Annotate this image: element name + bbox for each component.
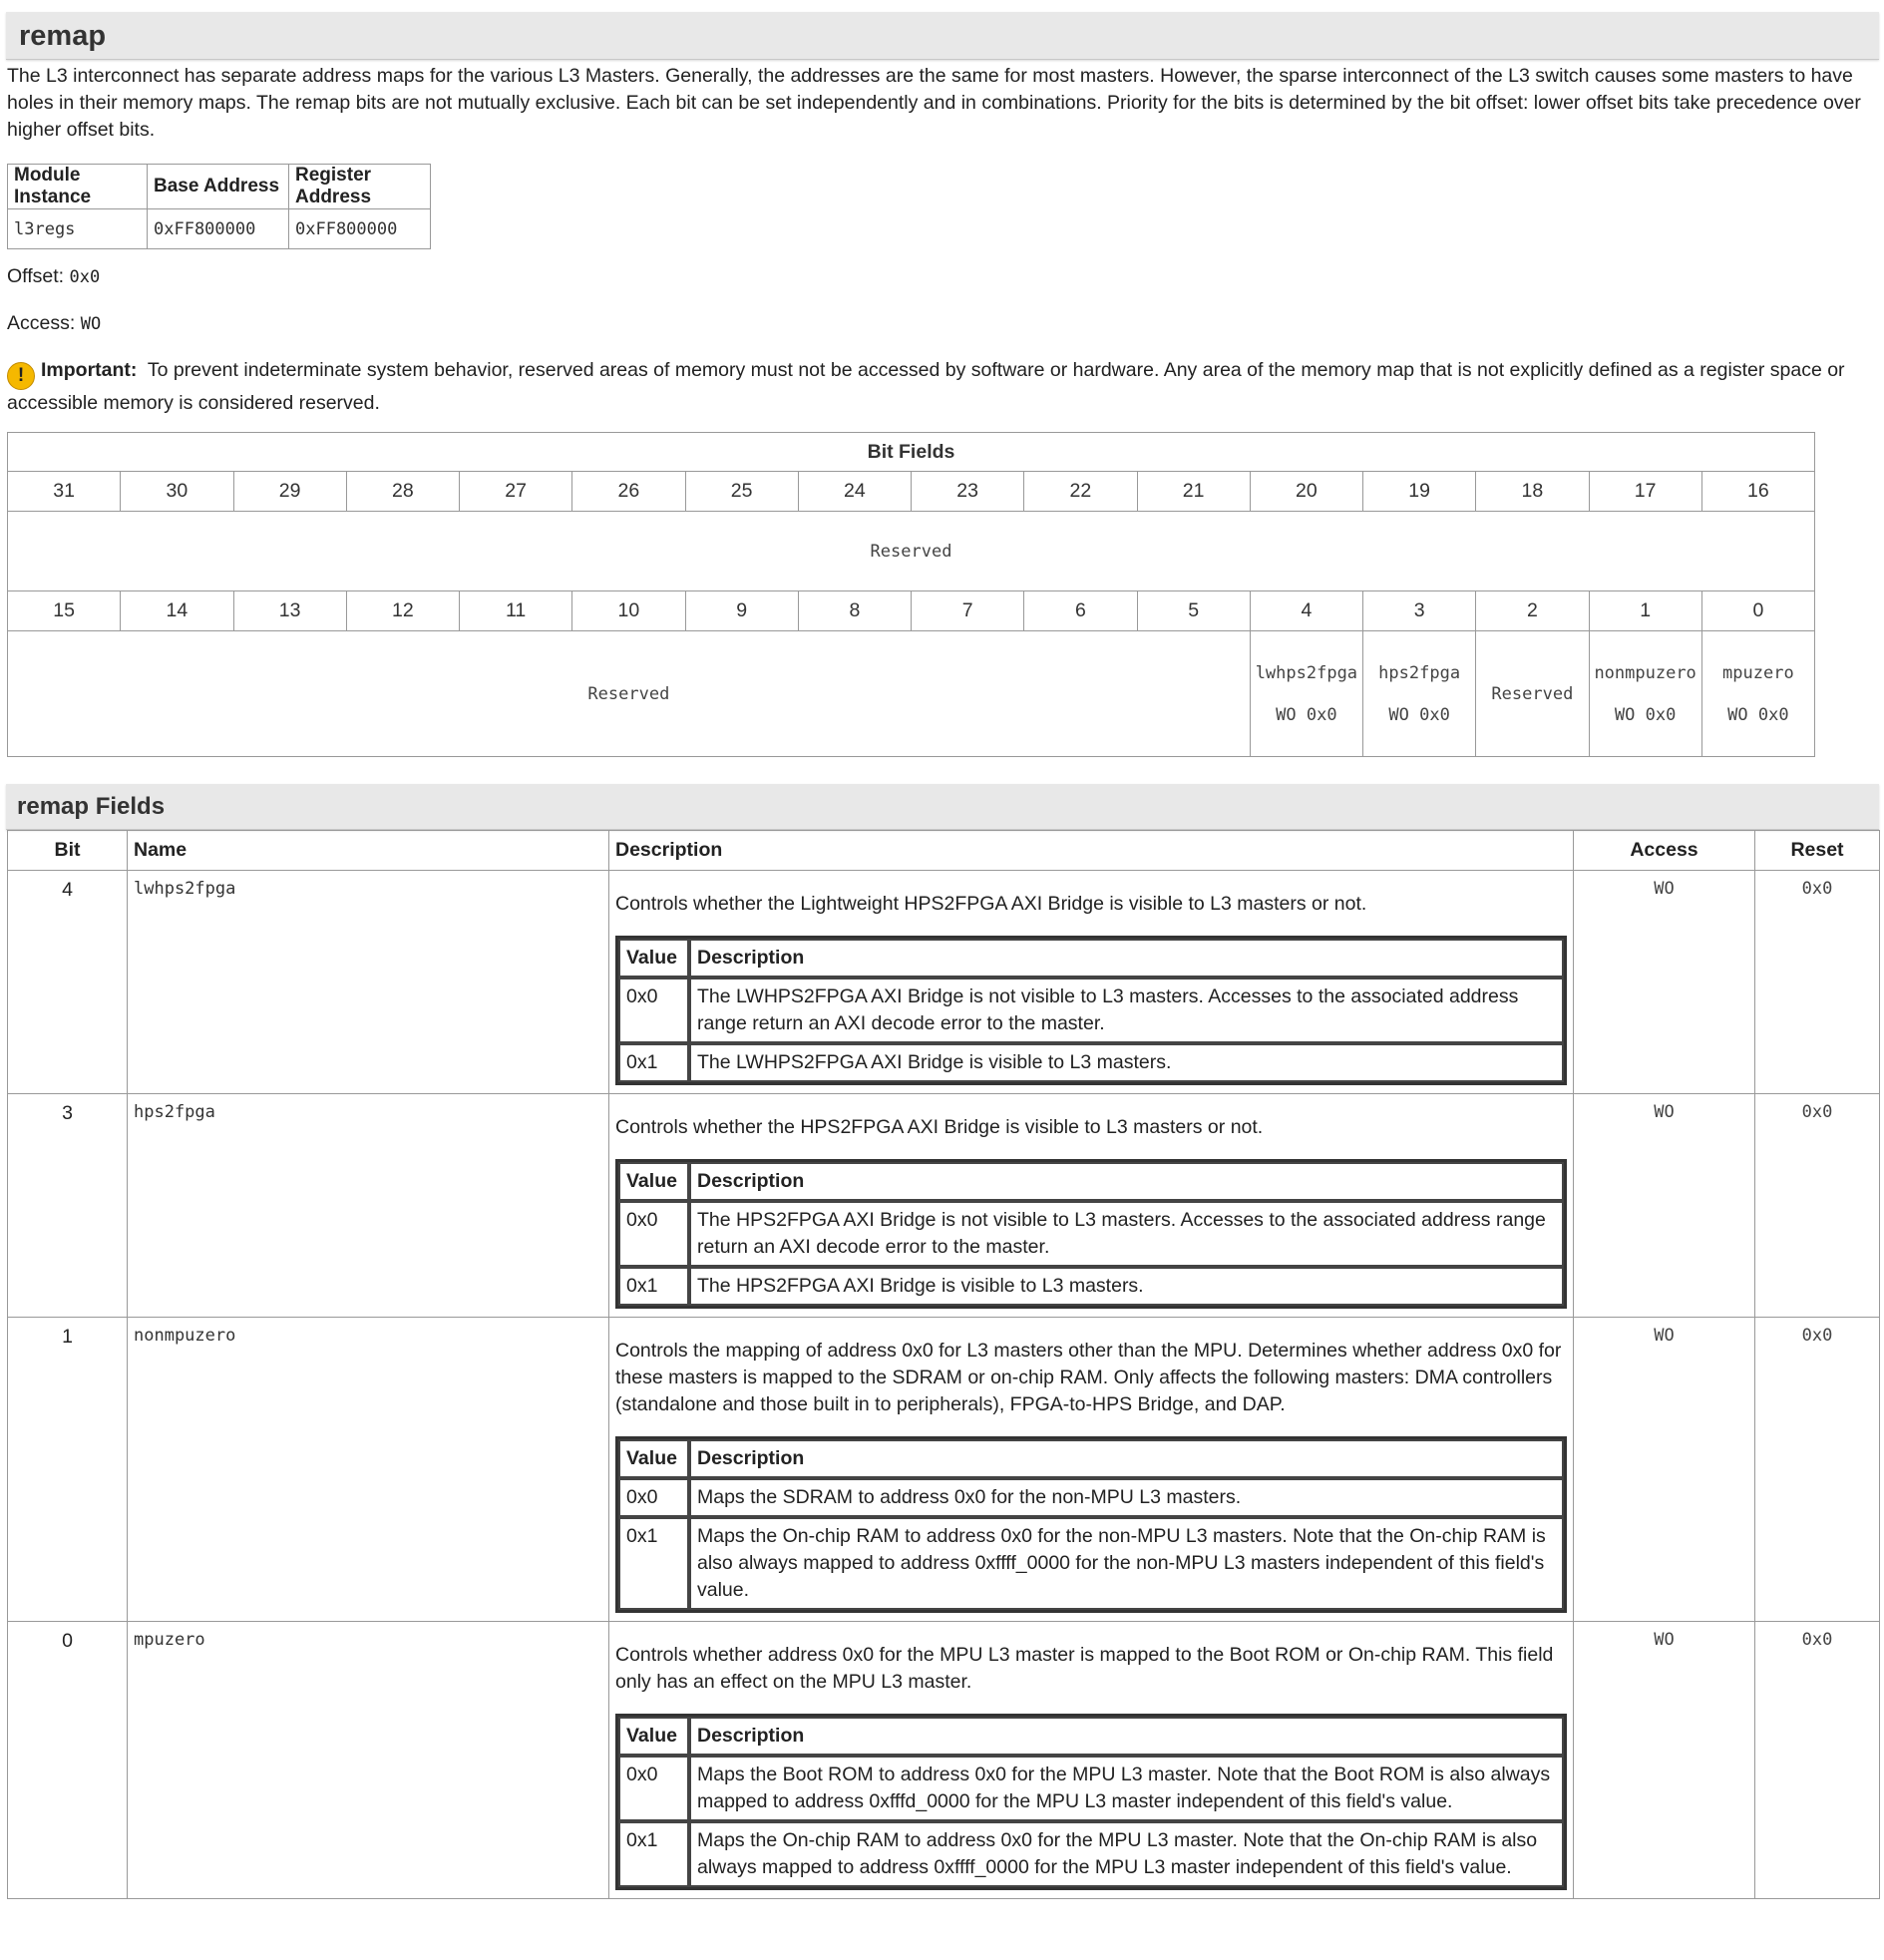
reserved-field-lower: Reserved: [8, 631, 1251, 757]
bit-number: 28: [346, 472, 459, 512]
access-label: Access:: [7, 312, 76, 334]
register-address-cell: 0xFF800000: [289, 209, 431, 249]
value-description: The HPS2FPGA AXI Bridge is visible to L3 masters.: [689, 1267, 1564, 1306]
bit-number: 31: [8, 472, 121, 512]
table-row: [8, 1318, 1880, 1622]
field-access-reset: WO 0x0: [1276, 704, 1337, 725]
value-table-header: [618, 1717, 1564, 1756]
base-address-cell: 0xFF800000: [148, 209, 289, 249]
bit-number: 11: [460, 591, 572, 631]
bit-number: 30: [121, 472, 233, 512]
bit-number: 29: [233, 472, 346, 512]
bit-fields-table: [7, 432, 1815, 757]
upper-bit-numbers-row: [8, 472, 1815, 512]
important-label: Important:: [41, 359, 138, 381]
bit-number: 10: [572, 591, 685, 631]
description-column-header: Description: [689, 1439, 1564, 1478]
field-access: WO: [1574, 1622, 1755, 1899]
field-access: WO: [1574, 871, 1755, 1094]
bit-number: 3: [1363, 591, 1476, 631]
value-table: [615, 1714, 1567, 1890]
table-row: [8, 871, 1880, 1094]
field-description: Controls the mapping of address 0x0 for L3 masters other than the MPU. Determines whether address 0x0 for these masters is mapped to the SDRAM or on-chip RAM. Only affects the following masters: DMA controllers (standalone and those built in to peripherals), FPGA-to-HPS Bridge, and DAP.: [615, 1340, 1562, 1415]
value-column-header: Value: [618, 939, 689, 978]
field-description-cell: [609, 1094, 1574, 1318]
module-instance-cell: l3regs: [8, 209, 148, 249]
field-name: nonmpuzero: [1594, 662, 1696, 683]
value-cell: 0x0: [618, 1201, 689, 1267]
bit-fields-title: Bit Fields: [8, 433, 1815, 472]
value-cell: 0x1: [618, 1267, 689, 1306]
bit-number: 23: [912, 472, 1024, 512]
column-header-description: Description: [609, 831, 1574, 871]
description-column-header: Description: [689, 939, 1564, 978]
field-description-cell: [609, 871, 1574, 1094]
field-reset: 0x0: [1755, 871, 1880, 1094]
value-description: Maps the On-chip RAM to address 0x0 for the non-MPU L3 masters. Note that the On-chip RAM is also always mapped to address 0xffff_0000 for the non-MPU L3 masters independent of this field's value.: [689, 1517, 1564, 1610]
bit-number: 19: [1363, 472, 1476, 512]
bit-number: 2: [1476, 591, 1589, 631]
column-header: Base Address: [148, 165, 289, 209]
table-row: [8, 1622, 1880, 1899]
value-cell: 0x0: [618, 1478, 689, 1517]
bit-number: 12: [346, 591, 459, 631]
access-line: [7, 312, 101, 335]
value-table: [615, 936, 1567, 1085]
value-table: [615, 1159, 1567, 1309]
module-instance-table: [7, 164, 431, 249]
field-description: Controls whether the Lightweight HPS2FPGA AXI Bridge is visible to L3 masters or not.: [615, 893, 1367, 915]
field-reset: 0x0: [1755, 1318, 1880, 1622]
field-cell-lwhps2fpga: [1250, 631, 1362, 757]
column-header-access: Access: [1574, 831, 1755, 871]
field-name: hps2fpga: [128, 1094, 609, 1318]
bit-number: 0: [1701, 591, 1814, 631]
field-cell-mpuzero: [1701, 631, 1814, 757]
fields-table: [7, 830, 1880, 1899]
value-description: The LWHPS2FPGA AXI Bridge is not visible to L3 masters. Accesses to the associated address range return an AXI decode error to the master.: [689, 978, 1564, 1043]
bit-number: 26: [572, 472, 685, 512]
bit-number: 13: [233, 591, 346, 631]
offset-label: Offset:: [7, 265, 65, 287]
field-reset: 0x0: [1755, 1622, 1880, 1899]
important-note: [7, 357, 1877, 417]
field-bit: 4: [8, 871, 128, 1094]
value-description: Maps the On-chip RAM to address 0x0 for the MPU L3 master. Note that the On-chip RAM is also always mapped to address 0xffff_0000 for the MPU L3 master independent of this field's value.: [689, 1821, 1564, 1887]
value-description: Maps the Boot ROM to address 0x0 for the MPU L3 master. Note that the Boot ROM is also always mapped to address 0xfffd_0000 for the MPU L3 master independent of this field's value.: [689, 1756, 1564, 1821]
value-row: [618, 1267, 1564, 1306]
bit-number: 22: [1024, 472, 1137, 512]
field-name: hps2fpga: [1378, 662, 1461, 683]
bit-number: 1: [1589, 591, 1701, 631]
table-header-row: [8, 831, 1880, 871]
field-description: Controls whether address 0x0 for the MPU L3 master is mapped to the Boot ROM or On-chip RAM. This field only has an effect on the MPU L3 master.: [615, 1644, 1554, 1693]
value-row: [618, 1201, 1564, 1267]
value-description: The LWHPS2FPGA AXI Bridge is visible to L3 masters.: [689, 1043, 1564, 1082]
bit-number: 15: [8, 591, 121, 631]
value-cell: 0x0: [618, 1756, 689, 1821]
value-row: [618, 1821, 1564, 1887]
reserved-field-upper: Reserved: [8, 512, 1815, 591]
bit-number: 18: [1476, 472, 1589, 512]
field-cell-reserved: [1476, 631, 1589, 757]
value-table: [615, 1436, 1567, 1613]
access-value: WO: [80, 314, 102, 334]
value-row: [618, 1043, 1564, 1082]
bit-number: 17: [1589, 472, 1701, 512]
field-description-cell: [609, 1622, 1574, 1899]
bit-number: 8: [798, 591, 911, 631]
field-cell-hps2fpga: [1363, 631, 1476, 757]
table-row: [8, 209, 431, 249]
column-header: Module Instance: [8, 165, 148, 209]
bit-number: 20: [1250, 472, 1362, 512]
value-table-header: [618, 1439, 1564, 1478]
bit-number: 7: [912, 591, 1024, 631]
field-bit: 3: [8, 1094, 128, 1318]
bit-number: 6: [1024, 591, 1137, 631]
value-cell: 0x1: [618, 1043, 689, 1082]
table-row: [8, 1094, 1880, 1318]
bit-number: 27: [460, 472, 572, 512]
bit-number: 9: [685, 591, 798, 631]
description-column-header: Description: [689, 1162, 1564, 1201]
description-column-header: Description: [689, 1717, 1564, 1756]
field-bit: 0: [8, 1622, 128, 1899]
field-name: lwhps2fpga: [1255, 662, 1358, 683]
field-name: mpuzero: [128, 1622, 609, 1899]
offset-line: [7, 265, 100, 288]
value-cell: 0x0: [618, 978, 689, 1043]
column-header: Register Address: [289, 165, 431, 209]
value-table-header: [618, 1162, 1564, 1201]
value-row: [618, 1756, 1564, 1821]
bit-number: 14: [121, 591, 233, 631]
column-header-reset: Reset: [1755, 831, 1880, 871]
field-cell-nonmpuzero: [1589, 631, 1701, 757]
value-description: The HPS2FPGA AXI Bridge is not visible to L3 masters. Accesses to the associated address range return an AXI decode error to the master.: [689, 1201, 1564, 1267]
value-row: [618, 1517, 1564, 1610]
table-header-row: [8, 165, 431, 209]
field-access-reset: WO 0x0: [1614, 704, 1677, 725]
warning-icon: !: [7, 362, 35, 390]
field-name: mpuzero: [1722, 662, 1794, 683]
field-name: lwhps2fpga: [128, 871, 609, 1094]
field-name: nonmpuzero: [128, 1318, 609, 1622]
value-column-header: Value: [618, 1162, 689, 1201]
important-text: To prevent indeterminate system behavior, reserved areas of memory must not be accessed by software or hardware. Any area of the memory map that is not explicitly defined as a register space or accessible memory is considered reserved.: [7, 359, 1845, 414]
offset-value: 0x0: [69, 267, 101, 287]
value-description: Maps the SDRAM to address 0x0 for the non-MPU L3 masters.: [689, 1478, 1564, 1517]
column-header-name: Name: [128, 831, 609, 871]
lower-bit-numbers-row: [8, 591, 1815, 631]
value-column-header: Value: [618, 1717, 689, 1756]
value-column-header: Value: [618, 1439, 689, 1478]
column-header-bit: Bit: [8, 831, 128, 871]
bit-number: 24: [798, 472, 911, 512]
register-title: remap: [6, 12, 1879, 60]
field-access-reset: WO 0x0: [1388, 704, 1450, 725]
value-cell: 0x1: [618, 1517, 689, 1610]
bit-number: 25: [685, 472, 798, 512]
field-name: Reserved: [1491, 683, 1574, 704]
bit-number: 5: [1137, 591, 1250, 631]
field-reset: 0x0: [1755, 1094, 1880, 1318]
field-access: WO: [1574, 1318, 1755, 1622]
fields-section-title: remap Fields: [6, 784, 1879, 830]
register-intro: The L3 interconnect has separate address maps for the various L3 Masters. Generally, the addresses are the same for most masters. However, the sparse interconnect of the L3 switch causes some masters to have holes in their memory maps. The remap bits are not mutually exclusive. Each bit can be set independently and in combinations. Priority for the bits is determined by the bit offset: lower offset bits take precedence over higher offset bits.: [7, 65, 1861, 141]
field-description-cell: [609, 1318, 1574, 1622]
bit-number: 4: [1250, 591, 1362, 631]
bit-number: 21: [1137, 472, 1250, 512]
field-access-reset: WO 0x0: [1727, 704, 1789, 725]
value-row: [618, 978, 1564, 1043]
value-row: [618, 1478, 1564, 1517]
field-access: WO: [1574, 1094, 1755, 1318]
field-bit: 1: [8, 1318, 128, 1622]
value-table-header: [618, 939, 1564, 978]
value-cell: 0x1: [618, 1821, 689, 1887]
field-description: Controls whether the HPS2FPGA AXI Bridge is visible to L3 masters or not.: [615, 1116, 1264, 1138]
bit-number: 16: [1701, 472, 1814, 512]
